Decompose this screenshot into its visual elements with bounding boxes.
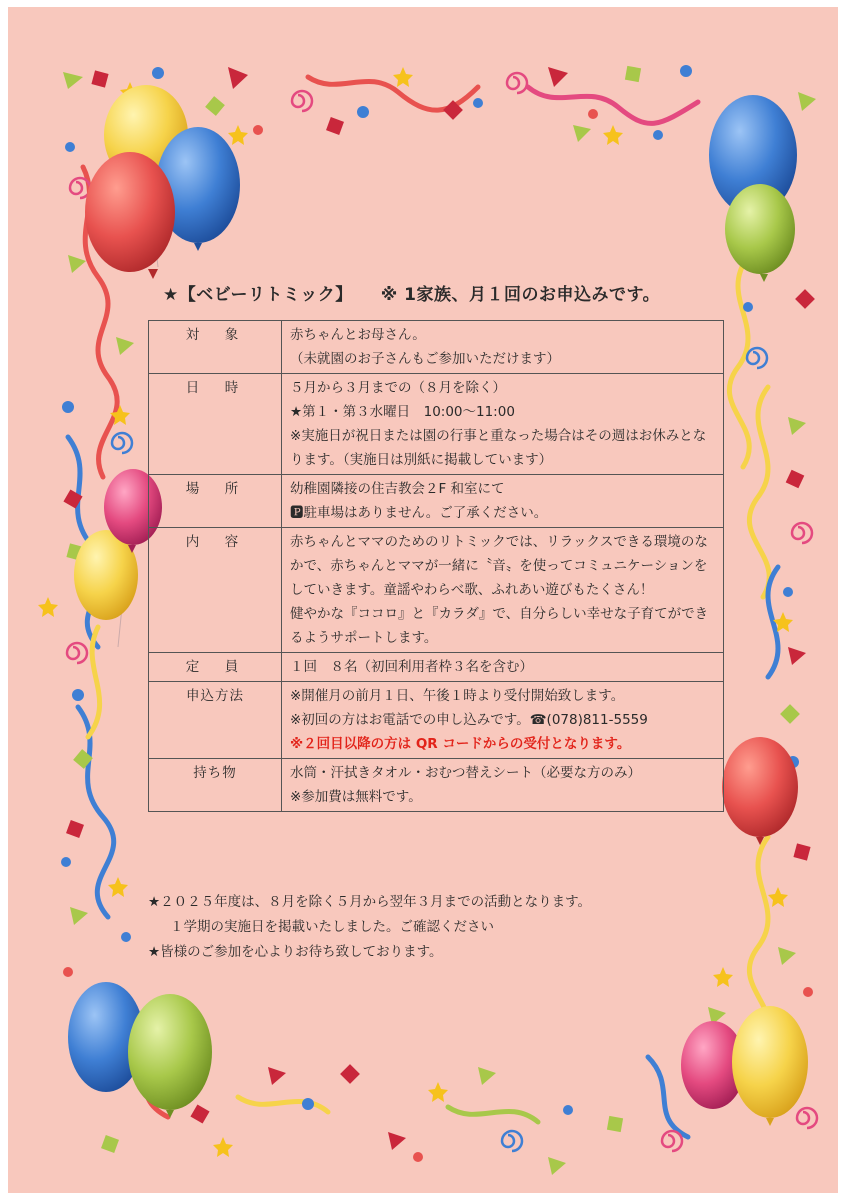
balloon-group-top-right xyxy=(709,95,797,282)
row-value-place xyxy=(282,475,724,528)
value-line: 水筒・汗拭きタオル・おむつ替えシート（必要な方のみ） xyxy=(290,765,641,781)
table-row xyxy=(149,374,724,475)
value-line: １回 ８名（初回利用者枠３名を含む） xyxy=(290,659,533,675)
table-row xyxy=(149,759,724,812)
row-label-belongings: 持ち物 xyxy=(149,759,282,812)
qr-notice: ※２回目以降の方は QR コードからの受付となります。 xyxy=(290,736,631,752)
value-line: 赤ちゃんとママのためのリトミックでは、リラックスできる環境のなかで、赤ちゃんとママが一緒に〝音〟を使ってコミュニケーションをしていきます。童謡やわらべ歌、ふれあい遊びもたくさん！ xyxy=(290,534,708,598)
table-row xyxy=(149,682,724,759)
balloon-group-bottom-right xyxy=(681,1006,808,1126)
row-label-content: 内 容 xyxy=(149,528,282,653)
note-line: ★皆様のご参加を心よりお待ち致しております。 xyxy=(148,944,443,960)
value-line: 健やかな『ココロ』と『カラダ』で、自分らしい幸せな子育てができるようサポートします。 xyxy=(290,606,709,646)
row-label-capacity: 定 員 xyxy=(149,653,282,682)
row-label-datetime: 日 時 xyxy=(149,374,282,475)
flyer-page xyxy=(8,7,838,1193)
balloon-group-bottom-left xyxy=(68,982,212,1118)
phone-line: ※初回の方はお電話での申し込みです。☎(078)811-5559 xyxy=(290,712,648,728)
value-line: ★第１・第３水曜日 10:00～11:00 xyxy=(290,404,515,420)
title-note: ※ 1家族、月１回のお申込みです。 xyxy=(380,285,661,305)
value-line: ※参加費は無料です。 xyxy=(290,789,422,805)
info-table xyxy=(148,320,724,812)
value-line: ※開催月の前月１日、午後１時より受付開始致します。 xyxy=(290,688,625,704)
table-row xyxy=(149,475,724,528)
row-value-belongings xyxy=(282,759,724,812)
row-value-target xyxy=(282,321,724,374)
row-label-application: 申込方法 xyxy=(149,682,282,759)
value-line: ※実施日が祝日または園の行事と重なった場合はその週はお休みとなります。（実施日は別紙に掲載しています） xyxy=(290,428,707,468)
row-value-application xyxy=(282,682,724,759)
table-row xyxy=(149,528,724,653)
note-line: ★２０２５年度は、８月を除く５月から翌年３月までの活動となります。 xyxy=(148,894,592,910)
value-line: 赤ちゃんとお母さん。 xyxy=(290,327,426,343)
row-label-target: 対 象 xyxy=(149,321,282,374)
row-value-datetime xyxy=(282,374,724,475)
value-line: 幼稚園隣接の住吉教会２F 和室にて xyxy=(290,481,505,497)
page-title xyxy=(163,280,763,305)
value-line: 🅿駐車場はありません。ご了承ください。 xyxy=(290,505,548,521)
table-row xyxy=(149,321,724,374)
value-line: （未就園のお子さんもご参加いただけます） xyxy=(290,351,560,367)
footer-notes xyxy=(148,890,748,965)
balloon-group-right-middle xyxy=(722,737,798,845)
title-main: ★【ベビーリトミック】 xyxy=(163,285,353,305)
row-value-capacity xyxy=(282,653,724,682)
value-line: ５月から３月までの（８月を除く） xyxy=(290,380,506,396)
row-label-place: 場 所 xyxy=(149,475,282,528)
row-value-content xyxy=(282,528,724,653)
table-row xyxy=(149,653,724,682)
note-line: １学期の実施日を掲載いたしました。ご確認ください xyxy=(170,919,494,935)
